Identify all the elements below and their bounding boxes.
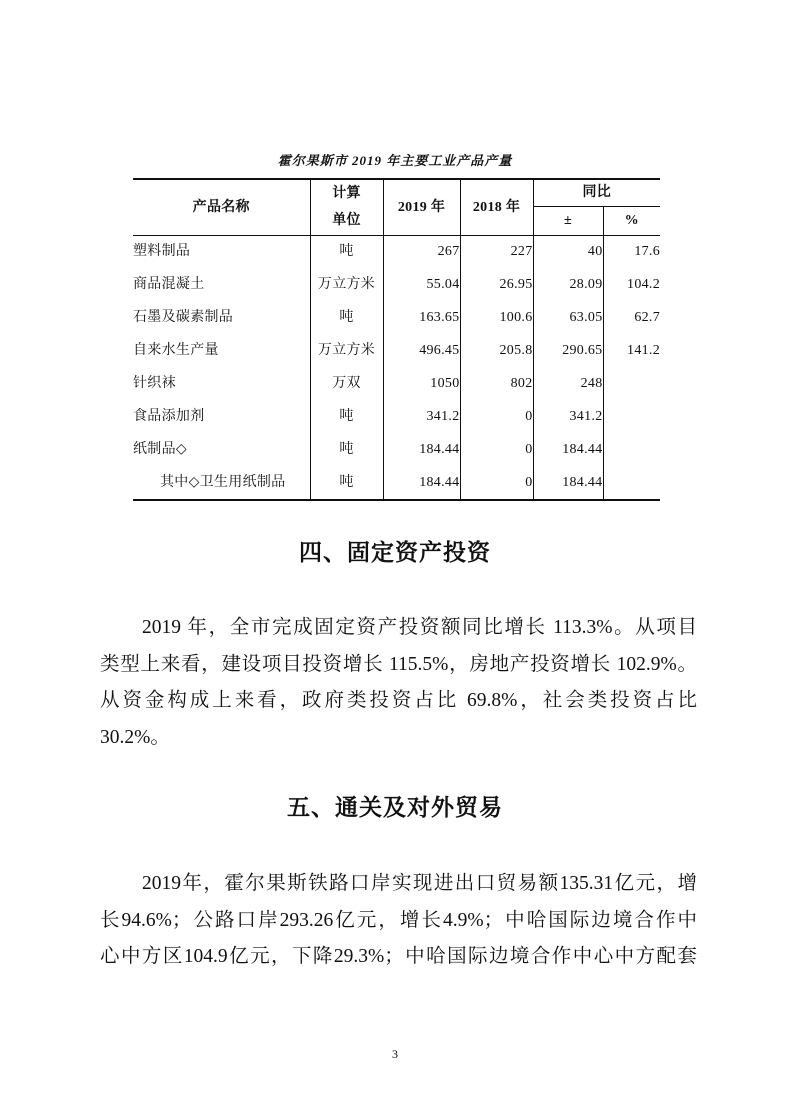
yoy-change: 184.44: [533, 467, 603, 500]
unit: 吨: [310, 401, 383, 434]
yoy-change: 40: [533, 236, 603, 269]
page-number: 3: [392, 1047, 398, 1061]
paragraph-line: 2019年，霍尔果斯铁路口岸实现进出口贸易额135.31亿元，增: [142, 873, 697, 894]
table-row: [133, 401, 660, 434]
header-yoy: 同比: [533, 179, 660, 207]
value-2018: 227: [460, 236, 533, 269]
table-row: [133, 236, 660, 269]
section-heading-customs-foreign-trade: 五、通关及对外贸易: [287, 795, 503, 821]
value-2019: 184.44: [383, 467, 460, 500]
table-row: [133, 335, 660, 368]
table-header: [133, 179, 660, 236]
yoy-percent: 141.2: [603, 335, 660, 368]
paragraph-line: 30.2%。: [100, 727, 170, 749]
header-unit-line1: 计算: [332, 186, 361, 201]
unit: 万双: [310, 368, 383, 401]
value-2018: 205.8: [460, 335, 533, 368]
yoy-percent: [603, 368, 660, 401]
header-2018: 2018 年: [460, 179, 533, 236]
product-name: 自来水生产量: [133, 343, 219, 358]
yoy-percent: 17.6: [603, 236, 660, 269]
value-2018: 802: [460, 368, 533, 401]
value-2018: 0: [460, 467, 533, 500]
value-2019: 341.2: [383, 401, 460, 434]
yoy-change: 184.44: [533, 434, 603, 467]
value-2018: 0: [460, 434, 533, 467]
value-2019: 184.44: [383, 434, 460, 467]
yoy-change: 63.05: [533, 302, 603, 335]
table-body: [133, 236, 660, 500]
header-unit: [310, 179, 383, 236]
table-row: [133, 269, 660, 302]
yoy-percent: [603, 401, 660, 434]
header-unit-line2: 单位: [332, 213, 361, 228]
yoy-percent: 62.7: [603, 302, 660, 335]
header-yoy-percent: %: [603, 207, 660, 236]
paragraph-line: 类型上来看，建设项目投资增长 115.5%，房地产投资增长 102.9%。: [100, 653, 697, 675]
yoy-percent: [603, 434, 660, 467]
value-2018: 0: [460, 401, 533, 434]
product-name: 商品混凝土: [133, 277, 205, 292]
table-caption: 霍尔果斯市 2019 年主要工业产品产量: [277, 153, 513, 168]
yoy-change: 28.09: [533, 269, 603, 302]
yoy-percent: [603, 467, 660, 500]
section-heading-fixed-asset-investment: 四、固定资产投资: [299, 540, 491, 566]
header-2019: 2019 年: [383, 179, 460, 236]
paragraph-line: 从资金构成上来看，政府类投资占比 69.8%，社会类投资占比: [100, 690, 697, 712]
unit: 吨: [310, 434, 383, 467]
table-row: [133, 467, 660, 500]
value-2018: 100.6: [460, 302, 533, 335]
unit: 吨: [310, 236, 383, 269]
product-name: 针织袜: [133, 376, 176, 391]
industrial-output-table: [133, 178, 660, 501]
product-name-subitem: 其中◇卫生用纸制品: [160, 474, 286, 490]
paragraph-line: 2019 年，全市完成固定资产投资额同比增长 113.3%。从项目: [142, 617, 697, 638]
unit: 吨: [310, 302, 383, 335]
product-name: 纸制品◇: [133, 442, 187, 457]
value-2019: 163.65: [383, 302, 460, 335]
table-row: [133, 434, 660, 467]
table-row: [133, 302, 660, 335]
yoy-percent: 104.2: [603, 269, 660, 302]
value-2019: 1050: [383, 368, 460, 401]
value-2018: 26.95: [460, 269, 533, 302]
unit: 万立方米: [310, 269, 383, 302]
yoy-change: 341.2: [533, 401, 603, 434]
unit: 万立方米: [310, 335, 383, 368]
paragraph-line: 长94.6%；公路口岸293.26亿元，增长4.9%；中哈国际边境合作中: [100, 909, 697, 931]
product-name: 石墨及碳素制品: [133, 310, 234, 325]
value-2019: 267: [383, 236, 460, 269]
yoy-change: 290.65: [533, 335, 603, 368]
value-2019: 55.04: [383, 269, 460, 302]
header-product: 产品名称: [133, 179, 310, 236]
paragraph-fixed-asset-investment: [100, 610, 697, 757]
product-name: 塑料制品: [133, 244, 191, 260]
unit: 吨: [310, 467, 383, 500]
header-yoy-change: ±: [533, 207, 603, 236]
value-2019: 496.45: [383, 335, 460, 368]
paragraph-line: 心中方区104.9亿元，下降29.3%；中哈国际边境合作中心中方配套: [100, 946, 697, 968]
product-name: 食品添加剂: [133, 409, 205, 424]
yoy-change: 248: [533, 368, 603, 401]
table-row: [133, 368, 660, 401]
paragraph-customs-foreign-trade: [100, 866, 697, 976]
